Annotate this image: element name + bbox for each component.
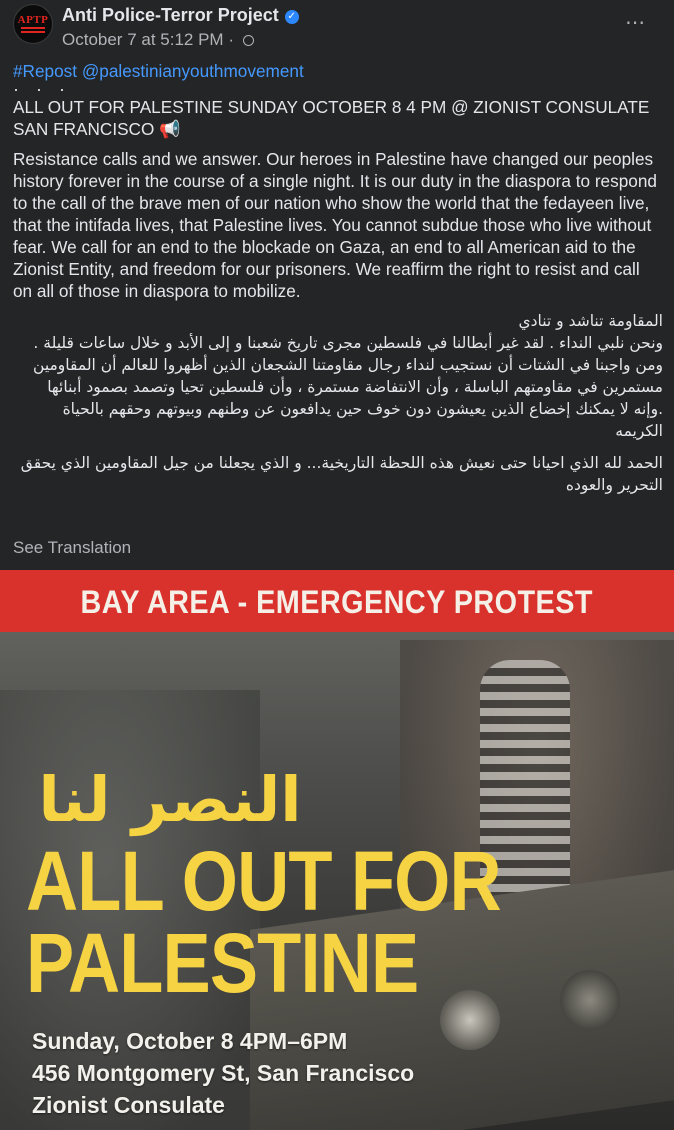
- post-meta: [62, 30, 254, 50]
- arabic-paragraph: ونحن نلبي النداء . لقد غير أبطالنا في فلسطين مجرى تاريخ شعبنا و إلى الأبد و خلال ساعات قليلة . ومن واجبنا في الشتات أن نستجيب لنداء رجال مقاومتنا الشجعان الذين أظهروا للعالم أن المقاومين مستمرين في مقاومتهم الباسلة ، وأن الانتفاضة مستمرة ، وأن فلسطين تحيا وتصمد بصمود أبنائها .وإنه لا يمكنك إخضاع الذين يعيشون دون خوف حين يدافعون عن وطنهم وبيوتهم وحقهم بالحياة الكريمه: [33, 334, 663, 440]
- flyer-banner-text: BAY AREA - EMERGENCY PROTEST: [80, 584, 594, 620]
- repost-handle-link[interactable]: @palestinianyouthmovement: [81, 61, 304, 81]
- flyer-arabic-headline: النصر لنا: [38, 763, 302, 836]
- flyer-title-line2: PALESTINE: [26, 916, 419, 1010]
- post-header: [0, 0, 674, 58]
- flyer-image[interactable]: [0, 570, 674, 1130]
- verified-badge-icon: ✓: [285, 10, 299, 24]
- post-body-english: Resistance calls and we answer. Our heroes in Palestine have changed our peoples history forever in the course of a single night. It is our duty in the diaspora to respond to the call of the brave men of our nation who show the world that the fedayeen live, that the intifada lives, that Palestine lives. You cannot subdue those who live without fear. We call for an end to the blockade on Gaza, an end to all American aid to the Zionist Entity, and freedom for our prisoners. We reaffirm the right to resist and call on all of those in diaspora to mobilize.: [13, 149, 657, 301]
- flyer-venue: Zionist Consulate: [32, 1092, 225, 1118]
- avatar-logo-bars: [21, 27, 45, 35]
- flyer-address: 456 Montgomery St, San Francisco: [32, 1060, 415, 1086]
- meta-separator: ·: [228, 30, 234, 49]
- arabic-title: المقاومة تناشد و تنادي: [518, 312, 663, 330]
- post-timestamp[interactable]: October 7 at 5:12 PM: [62, 30, 224, 49]
- post-body-arabic: [13, 310, 663, 442]
- flyer-title-line1: ALL OUT FOR: [26, 834, 501, 928]
- flyer-details: [32, 1025, 414, 1121]
- page-name-text[interactable]: Anti Police-Terror Project: [62, 5, 279, 25]
- flyer-banner: [0, 570, 674, 632]
- see-translation-link[interactable]: See Translation: [13, 538, 132, 557]
- globe-icon: [243, 35, 254, 46]
- page-avatar[interactable]: [13, 4, 53, 44]
- photo-headlight-right: [560, 970, 620, 1030]
- post-headline: ALL OUT FOR PALESTINE SUNDAY OCTOBER 8 4 PM @ ZIONIST CONSULATE SAN FRANCISCO 📢: [13, 97, 650, 139]
- repost-hashtag-link[interactable]: #Repost: [13, 61, 78, 81]
- avatar-logo-text: APTP: [17, 14, 49, 26]
- separator-dots: · · ·: [13, 79, 71, 99]
- arabic-closing: الحمد لله الذي احيانا حتى نعيش هذه اللحظة التاريخية... و الذي يجعلنا من جيل المقاومين الذي يحقق التحرير والعوده: [20, 454, 663, 494]
- flyer-title: [26, 834, 501, 1010]
- post-content: [13, 60, 663, 496]
- page-name[interactable]: [62, 5, 299, 26]
- flyer-date-time: Sunday, October 8 4PM–6PM: [32, 1028, 348, 1054]
- more-options-icon[interactable]: ⋯: [625, 12, 646, 34]
